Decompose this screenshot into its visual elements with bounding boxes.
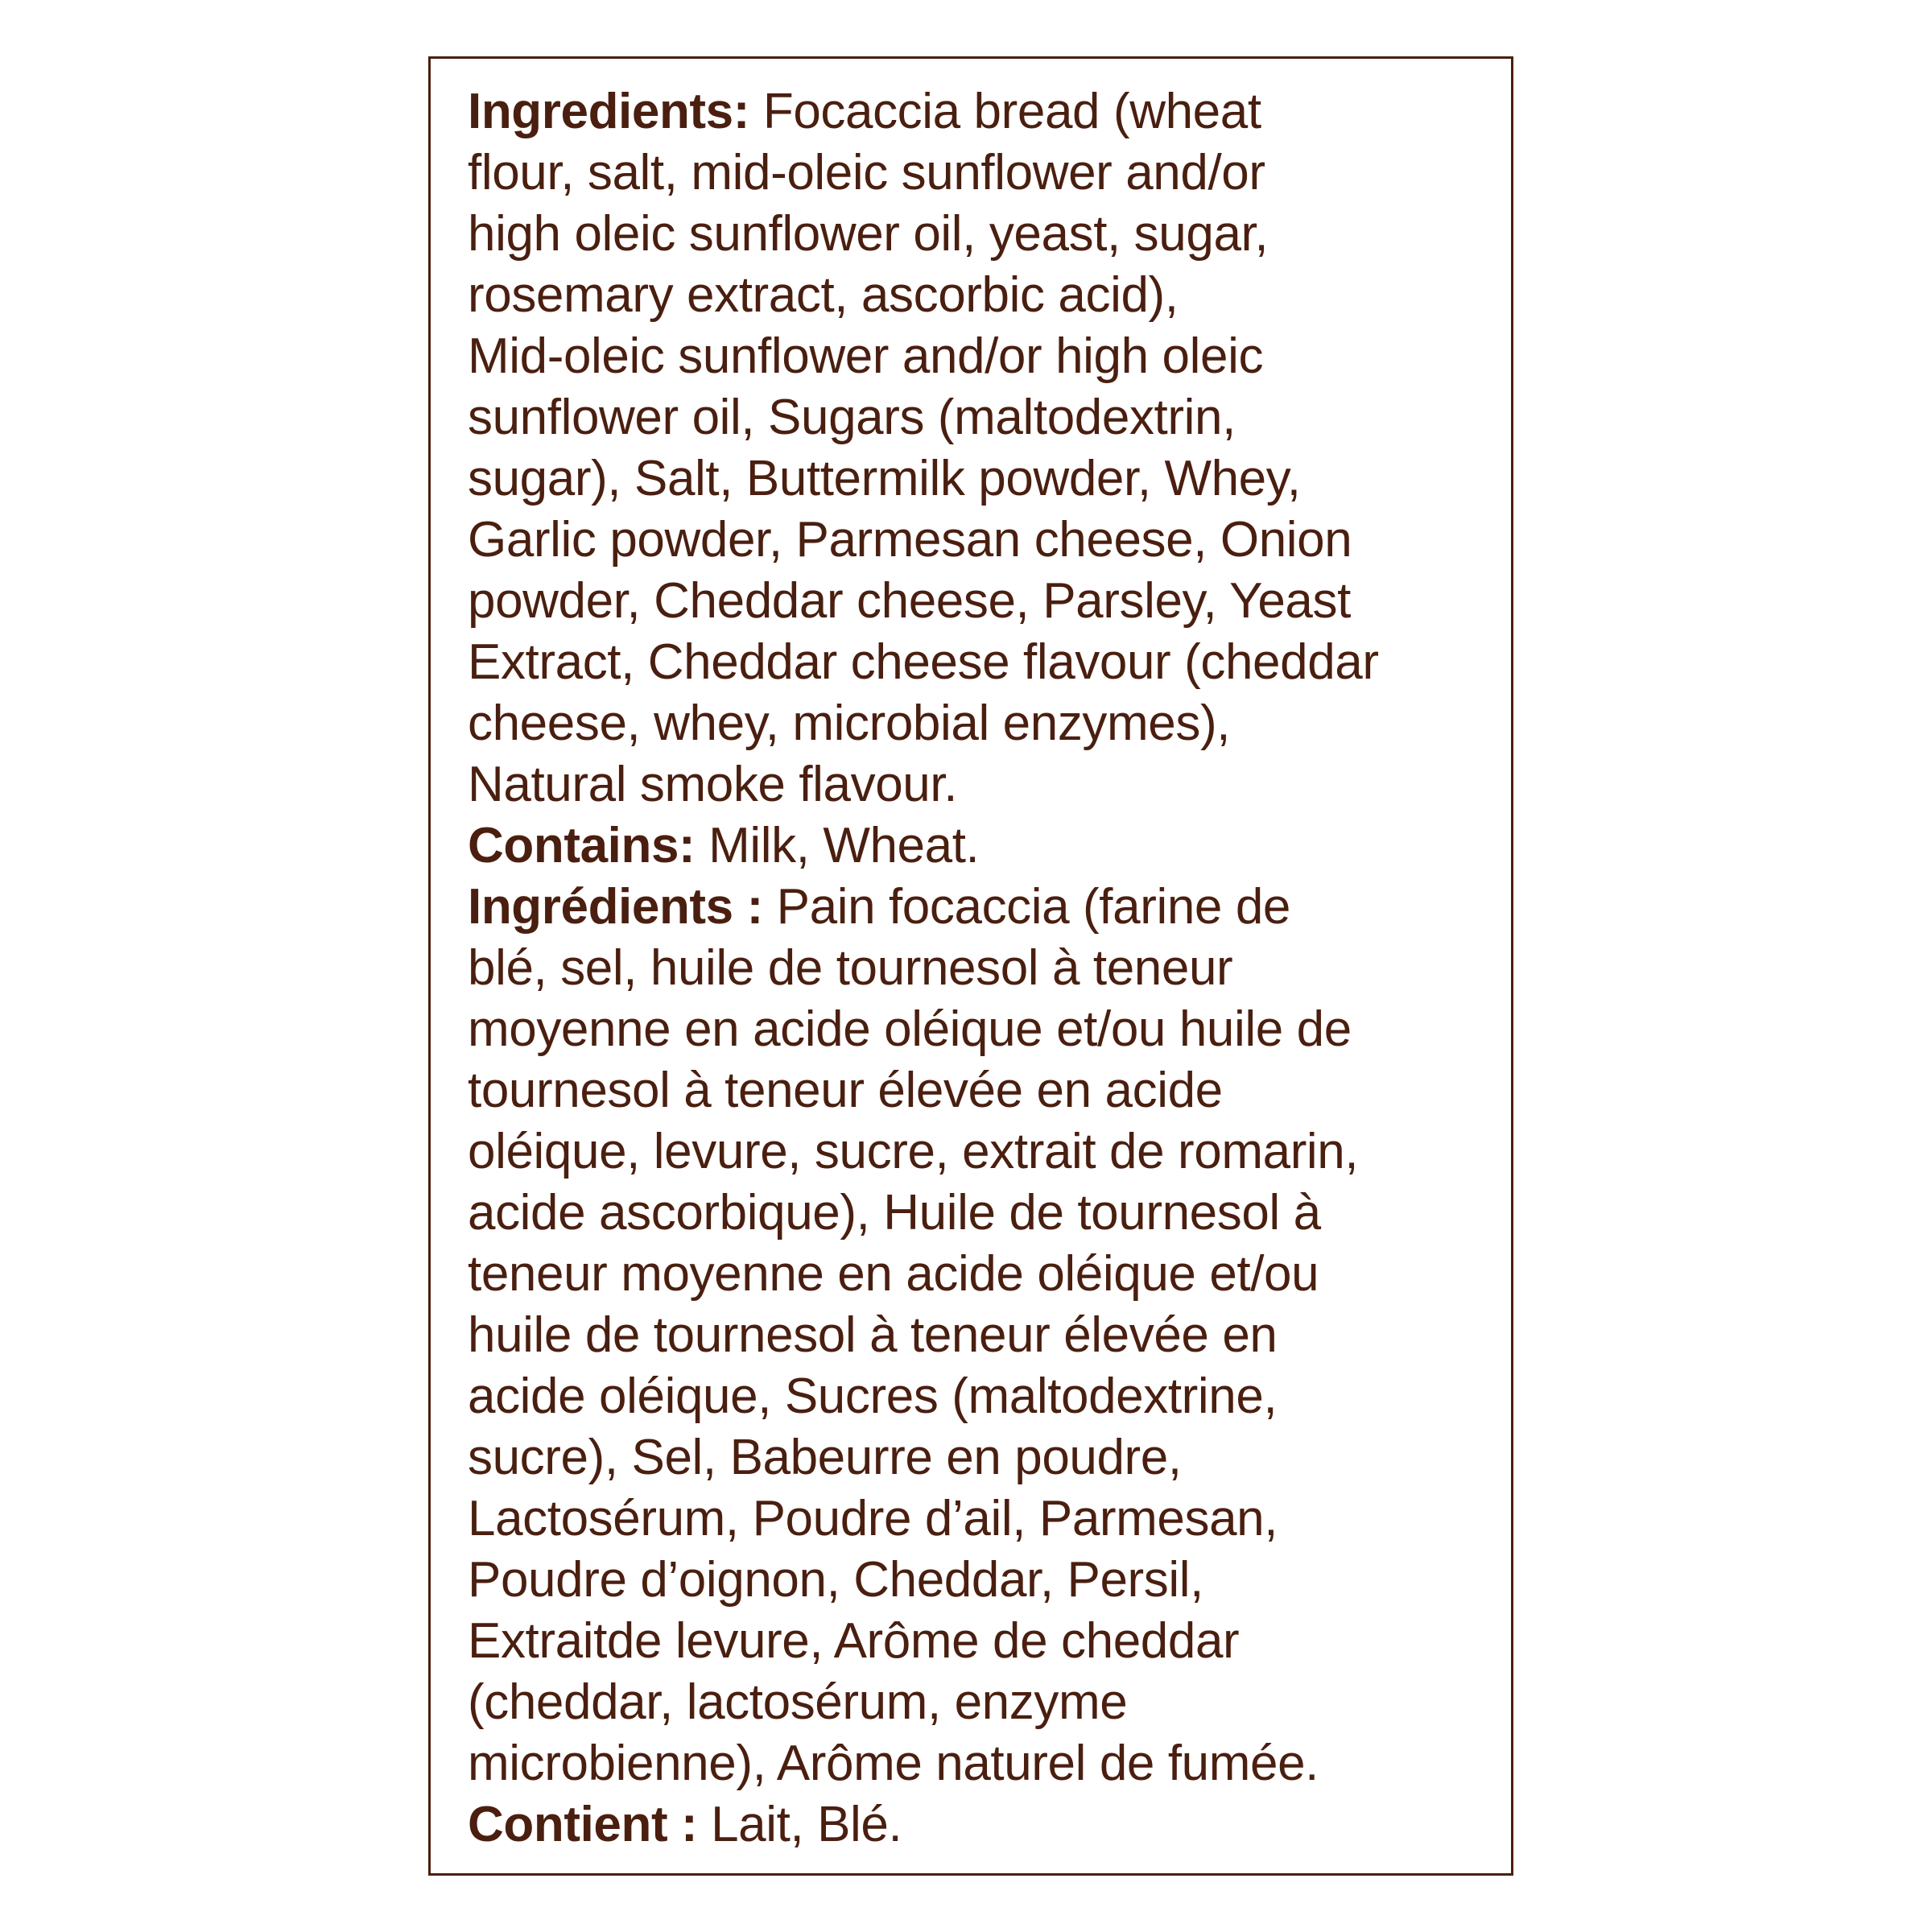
english-ingredients-line: Extract, Cheddar cheese flavour (cheddar [468, 634, 1379, 690]
english-ingredients-line: sunflower oil, Sugars (maltodextrin, [468, 390, 1236, 445]
french-ingredients-line: sucre), Sel, Babeurre en poudre, [468, 1430, 1182, 1485]
english-contains-text: Milk, Wheat. [695, 818, 980, 873]
french-ingredients-heading: Ingrédients : [468, 879, 763, 935]
french-ingredients-line: (cheddar, lactosérum, enzyme [468, 1674, 1128, 1730]
french-ingredients-line: acide oléique, Sucres (maltodextrine, [468, 1368, 1278, 1424]
french-contains-line [468, 1794, 1506, 1856]
french-ingredients-line-1 [468, 877, 1506, 938]
english-ingredients-line: cheese, whey, microbial enzymes), [468, 696, 1231, 751]
english-ingredients-line: Garlic powder, Parmesan cheese, Onion [468, 512, 1352, 568]
french-ingredients-text: Pain focaccia (farine de [762, 879, 1290, 935]
english-contains-heading: Contains: [468, 818, 696, 873]
english-ingredients-line: flour, salt, mid-oleic sunflower and/or [468, 145, 1265, 200]
french-ingredients-line: Poudre d’oignon, Cheddar, Persil, [468, 1552, 1203, 1608]
french-ingredients-line: moyenne en acide oléique et/ou huile de [468, 1001, 1352, 1057]
english-ingredients-line: rosemary extract, ascorbic acid), [468, 267, 1179, 323]
french-ingredients-line: oléique, levure, sucre, extrait de romarin, [468, 1124, 1359, 1179]
english-ingredients-line: Natural smoke flavour. [468, 757, 958, 812]
french-ingredients-line: Extraitde levure, Arôme de cheddar [468, 1613, 1240, 1669]
french-contains-heading: Contient : [468, 1797, 698, 1852]
french-ingredients-line: teneur moyenne en acide oléique et/ou [468, 1246, 1319, 1302]
french-ingredients-line: tournesol à teneur élevée en acide [468, 1063, 1223, 1118]
english-ingredients-line-1 [468, 81, 1506, 142]
french-ingredients-line: acide ascorbique), Huile de tournesol à [468, 1185, 1321, 1241]
french-contains-text: Lait, Blé. [697, 1797, 902, 1852]
english-ingredients-heading: Ingredients: [468, 84, 750, 139]
french-ingredients-line: microbienne), Arôme naturel de fumée. [468, 1736, 1319, 1791]
french-ingredients-line: Lactosérum, Poudre d’ail, Parmesan, [468, 1491, 1278, 1546]
english-ingredients-text: Focaccia bread (wheat [749, 84, 1261, 139]
english-ingredients-line: Mid-oleic sunflower and/or high oleic [468, 328, 1264, 384]
english-ingredients-line: powder, Cheddar cheese, Parsley, Yeast [468, 573, 1351, 629]
ingredients-label-panel [428, 56, 1513, 1876]
french-ingredients-line: huile de tournesol à teneur élevée en [468, 1307, 1278, 1363]
english-ingredients-line: sugar), Salt, Buttermilk powder, Whey, [468, 451, 1301, 506]
english-ingredients-line: high oleic sunflower oil, yeast, sugar, [468, 206, 1269, 262]
english-contains-line [468, 815, 1506, 877]
french-ingredients-line: blé, sel, huile de tournesol à teneur [468, 940, 1233, 996]
ingredients-text-block [468, 81, 1506, 1856]
